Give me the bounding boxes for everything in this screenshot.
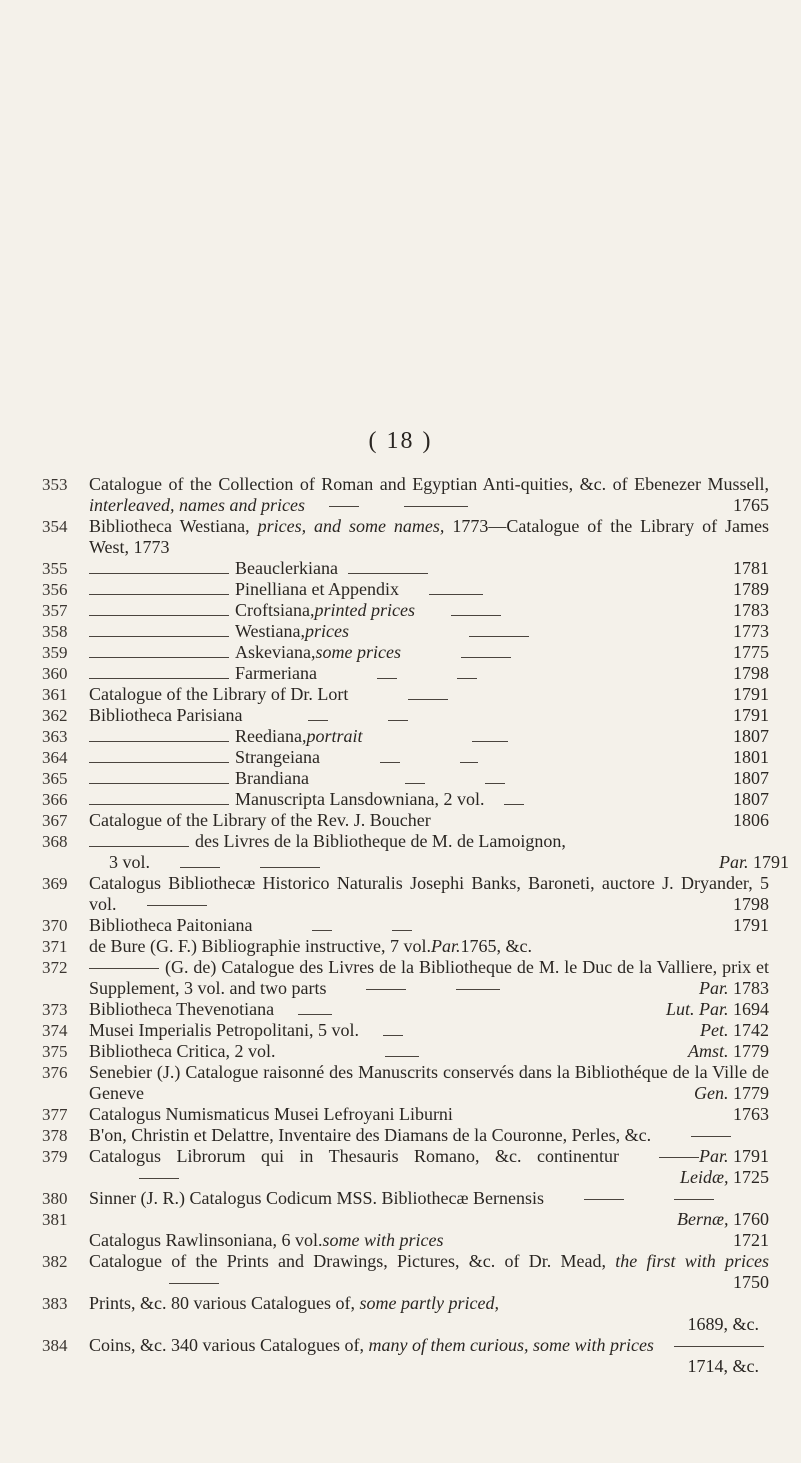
entry-year: 1789 [733,579,769,599]
ditto-rule [89,636,229,637]
dash-rule [312,930,332,931]
dash-rule [405,783,425,784]
entry-place: Lut. Par. [665,999,729,1019]
dash-rule [461,657,511,658]
entry-year: 1801 [733,747,769,767]
list-item [42,873,769,915]
entry-year: 1750 [733,1272,769,1292]
list-item [42,663,769,684]
entry-year: 1791 [753,852,789,872]
entry-number: 364 [42,748,68,767]
entry-number: 353 [42,475,68,494]
entry-title: des Livres de la Bibliotheque de M. de Lamoignon, [195,831,566,851]
entry-title: Bibliotheca Thevenotiana [89,999,275,1019]
entry-title: Bibliotheca Parisiana [89,705,243,725]
catalogue-list [42,474,789,1377]
entry-year: 1781 [733,558,769,578]
entry-year: 1694 [733,999,769,1019]
entry-number: 381 [42,1210,68,1229]
dash-rule [329,506,359,507]
list-item [42,1293,769,1335]
entry-year: 1742 [733,1020,769,1040]
list-item [42,747,769,768]
ditto-rule [89,741,229,742]
dash-rule [469,636,529,637]
entry-number: 369 [42,874,68,893]
dash-rule [691,1136,731,1137]
list-item [42,957,769,999]
entry-number: 382 [42,1252,68,1271]
dash-rule [408,699,448,700]
entry-title: Brandiana [235,768,309,788]
entry-number: 373 [42,1000,68,1019]
entry-number: 366 [42,790,68,809]
list-item [42,831,789,873]
list-item [42,558,769,579]
dash-rule [260,867,320,868]
list-item [42,1146,769,1188]
entry-number: 377 [42,1105,68,1124]
list-item [42,999,769,1020]
ditto-rule [89,657,229,658]
dash-rule [380,762,400,763]
entry-year: 1783 [733,600,769,620]
entry-year: 1779 [733,1041,769,1061]
entry-number: 384 [42,1336,68,1355]
entry-number: 372 [42,958,68,977]
list-item [42,1104,769,1125]
entry-title: Catalogus Numismaticus Musei Lefroyani Liburni [89,1104,453,1124]
entry-year: 1689, &c. [687,1314,759,1334]
dash-rule [456,989,500,990]
list-item [42,1062,769,1104]
entry-title: Farmeriana [235,663,317,683]
entry-number: 355 [42,559,68,578]
dash-rule [308,720,328,721]
entry-note: many of them curious, some with prices [368,1335,654,1355]
entry-title: Musei Imperialis Petropolitani, 5 vol. [89,1020,359,1040]
entry-number: 356 [42,580,68,599]
entry-note: some partly priced, [359,1293,499,1313]
entry-year: 1725 [733,1167,769,1187]
ditto-rule [89,594,229,595]
entry-year: 1765 [733,495,769,515]
entry-title: Bibliotheca Critica, 2 vol. [89,1041,276,1061]
list-item [42,1209,769,1251]
list-item [42,915,769,936]
entry-year: 1775 [733,642,769,662]
entry-place: Leidæ, [679,1167,729,1187]
list-item [42,810,769,831]
dash-rule [504,804,524,805]
list-item [42,474,769,516]
dash-rule [659,1157,699,1158]
list-item [42,705,769,726]
entry-year: 1807 [733,789,769,809]
entry-note: printed prices [314,600,415,620]
dash-rule [392,930,412,931]
dash-rule [674,1346,764,1347]
entry-number: 358 [42,622,68,641]
entry-number: 357 [42,601,68,620]
entry-title: Catalogue of the Library of the Rev. J. Boucher [89,810,431,830]
dash-rule [460,762,478,763]
list-item [42,1251,769,1293]
dash-rule [385,1056,419,1057]
entry-title: Coins, &c. 340 various Catalogues of, [89,1335,369,1355]
entry-title: de Bure (G. F.) Bibliographie instructive, 7 vol. [89,936,431,956]
entry-note: some with prices [322,1230,444,1250]
entry-number: 383 [42,1294,68,1313]
ditto-rule [89,783,229,784]
ditto-rule [89,615,229,616]
dash-rule [180,867,220,868]
entry-title: Beauclerkiana [235,558,338,578]
list-item [42,1020,769,1041]
entry-title: Westiana, [235,621,306,641]
entry-title: Catalogus Librorum qui in Thesauris Romano, &c. continentur [89,1146,619,1166]
entry-title: B'on, Christin et Delattre, Inventaire des Diamans de la Couronne, Perles, &c. [89,1125,652,1145]
entry-number: 354 [42,517,68,536]
dash-rule [139,1178,179,1179]
dash-rule [348,573,428,574]
entry-number: 362 [42,706,68,725]
dash-rule [674,1199,714,1200]
dash-rule [584,1199,624,1200]
entry-number: 374 [42,1021,68,1040]
entry-title: Askeviana, [235,642,316,662]
entry-title: Prints, &c. 80 various Catalogues of, [89,1293,360,1313]
entry-year: 1721 [733,1230,769,1250]
entry-number: 375 [42,1042,68,1061]
entry-place: Gen. [694,1083,729,1103]
ditto-rule [89,573,229,574]
entry-title: Catalogue of the Collection of Roman and Egyptian Anti-quities, &c. of Ebenezer Mussell, [89,474,769,494]
list-item [42,789,769,810]
entry-number: 361 [42,685,68,704]
list-item [42,600,769,621]
entry-title: Croftsiana, [235,600,315,620]
dash-rule [169,1283,219,1284]
list-item [42,642,769,663]
entry-year: 1807 [733,726,769,746]
entry-number: 376 [42,1063,68,1082]
entry-year: 1791 [733,915,769,935]
entry-place: Par. [698,978,729,998]
entry-year: 1791 [733,684,769,704]
entry-title: Catalogus Bibliothecæ Historico Naturalis Josephi Banks, Baroneti, auctore J. Dryander, 5 vol. [89,873,769,914]
entry-year: 1765, &c. [460,936,533,956]
dash-rule [147,905,207,906]
entry-year: 1791 [733,1146,769,1166]
ditto-rule [89,968,159,969]
ditto-rule [89,804,229,805]
entry-year: 1760 [733,1209,769,1229]
list-item [42,1335,769,1376]
dash-rule [383,1035,403,1036]
list-item [42,621,769,642]
entry-year: 1763 [733,1104,769,1124]
ditto-rule [89,846,189,847]
entry-number: 370 [42,916,68,935]
entry-title: Senebier (J.) Catalogue raisonné des Manuscrits conservés dans la Bibliothéque de la Ville de Geneve [89,1062,769,1103]
entry-title: Catalogue of the Library of Dr. Lort [89,684,349,704]
entry-title: Reediana, [235,726,307,746]
entry-note: portrait [306,726,363,746]
list-item [42,936,769,957]
entry-number: 379 [42,1147,68,1166]
dash-rule [472,741,508,742]
entry-number: 378 [42,1126,68,1145]
entry-year: 1779 [733,1083,769,1103]
ditto-rule [89,762,229,763]
entry-number: 371 [42,937,68,956]
entry-year: 1807 [733,768,769,788]
entry-title: Catalogue of the Prints and Drawings, Pictures, &c. of Dr. Mead, [89,1251,616,1271]
dash-rule [485,783,505,784]
entry-place: Par. [698,1146,729,1166]
entry-number: 363 [42,727,68,746]
entry-number: 359 [42,643,68,662]
entry-volumes: 3 vol. [109,852,151,872]
entry-place: Bernæ, [677,1209,729,1229]
entry-title-continued: 1773—Catalogue of the Library of James West, 1773 [89,516,769,557]
entry-note: some prices [315,642,401,662]
entry-year: 1783 [733,978,769,998]
list-item [42,768,769,789]
entry-title: (G. de) Catalogue des Livres de la Bibliotheque de M. le Duc de la Valliere, prix et Supplement, 3 vol. and two parts [89,957,769,998]
entry-place: Par. [718,852,749,872]
entry-place: Pet. [700,1020,729,1040]
entry-year: 1791 [733,705,769,725]
dash-rule [404,506,468,507]
entry-year: 1798 [733,894,769,914]
list-item [42,684,769,705]
entry-title: Bibliotheca Westiana, [89,516,258,536]
entry-title: Manuscripta Lansdowniana, 2 vol. [235,789,485,809]
dash-rule [429,594,483,595]
entry-note: prices [305,621,350,641]
dash-rule [366,989,406,990]
entry-title: Pinelliana et Appendix [235,579,399,599]
entry-title: Strangeiana [235,747,320,767]
ditto-rule [89,678,229,679]
entry-number: 368 [42,832,68,851]
entry-place: Amst. [688,1041,729,1061]
dash-rule [457,678,477,679]
list-item [42,516,769,558]
list-item [42,579,769,600]
dash-rule [377,678,397,679]
dash-rule [451,615,501,616]
entry-title: Sinner (J. R.) Catalogus Codicum MSS. Bibliothecæ Bernensis [89,1188,544,1208]
entry-number: 367 [42,811,68,830]
list-item [42,1041,769,1062]
page-number-header: ( 18 ) [368,428,433,454]
entry-year: 1806 [733,810,769,830]
entry-number: 365 [42,769,68,788]
dash-rule [298,1014,332,1015]
entry-note: the first with prices [615,1251,770,1271]
entry-year: 1714, &c. [687,1356,759,1376]
dash-rule [388,720,408,721]
entry-year: 1773 [733,621,769,641]
entry-number: 380 [42,1189,68,1208]
entry-place: Par. [431,936,461,956]
entry-number: 360 [42,664,68,683]
entry-note: interleaved, names and prices [89,495,305,515]
entry-note: prices, and some names, [257,516,445,536]
entry-year: 1798 [733,663,769,683]
entry-title: Bibliotheca Paitoniana [89,915,253,935]
entry-title: Catalogus Rawlinsoniana, 6 vol. [89,1230,323,1250]
list-item [42,726,769,747]
